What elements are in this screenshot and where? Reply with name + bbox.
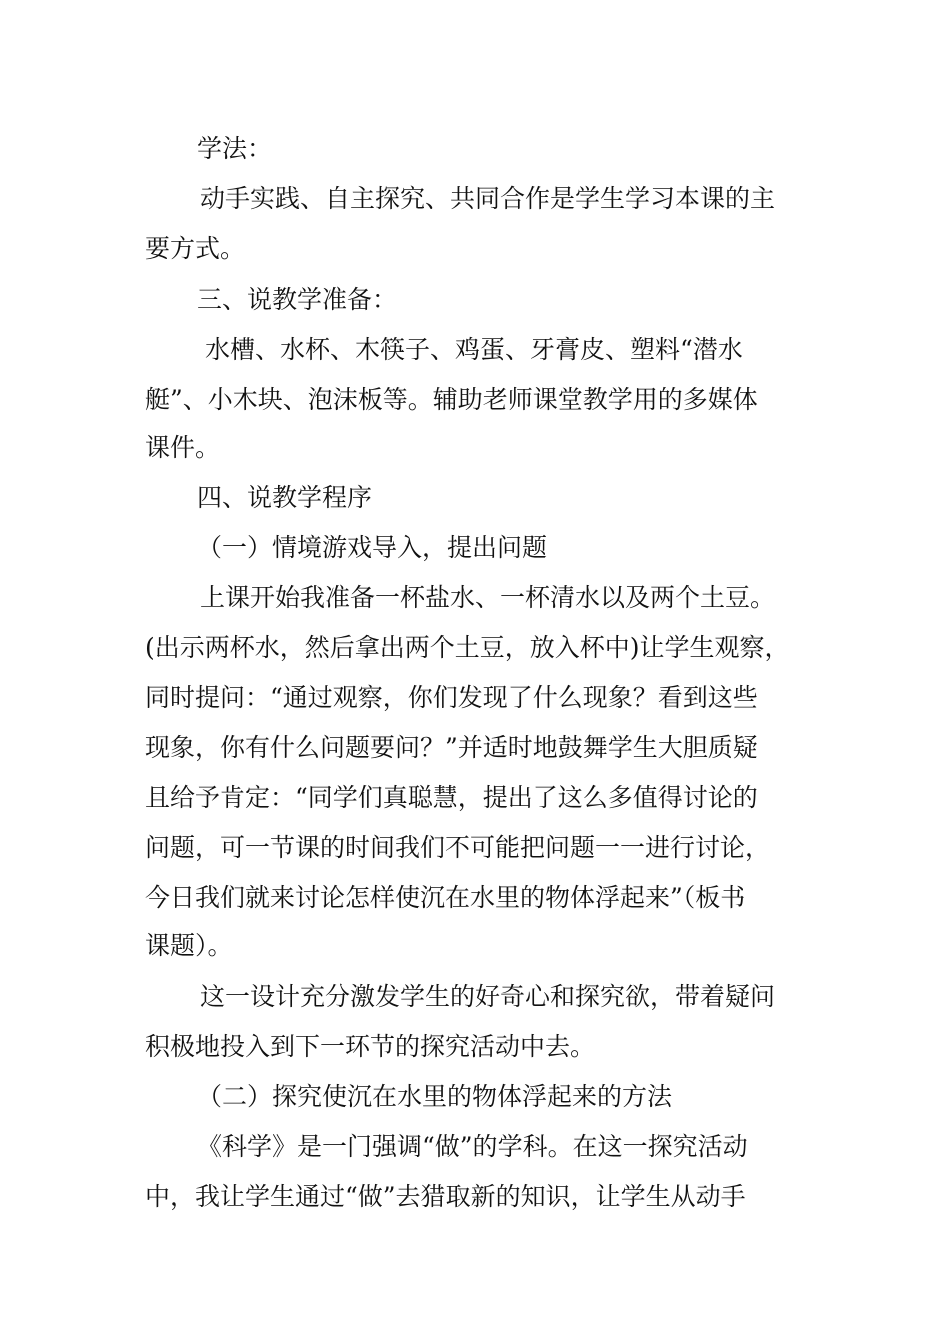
text-line: 水槽、水杯、木筷子、鸡蛋、牙膏皮、塑料“潜水 <box>205 335 743 364</box>
text-line: 问题，可一节课的时间我们不可能把问题一一进行讨论， <box>145 833 771 862</box>
text-line: 这一设计充分激发学生的好奇心和探究欲，带着疑问 <box>200 982 776 1011</box>
text-line: 同时提问：“通过观察，你们发现了什么现象？看到这些 <box>145 683 758 712</box>
text-line: 中，我让学生通过“做”去猎取新的知识，让学生从动手 <box>145 1182 746 1211</box>
text-line: 课题）。 <box>145 931 233 960</box>
text-line: 三、说教学准备： <box>197 285 398 314</box>
text-line: 且给予肯定：“同学们真聪慧，提出了这么多值得讨论的 <box>145 783 758 812</box>
text-line: 动手实践、自主探究、共同合作是学生学习本课的主 <box>200 184 776 213</box>
text-line: 学法： <box>197 134 273 163</box>
text-line: 要方式。 <box>145 234 246 263</box>
text-line: 课件。 <box>145 433 221 462</box>
text-line: 上课开始我准备一杯盐水、一杯清水以及两个土豆。 <box>200 583 776 612</box>
text-line: 今日我们就来讨论怎样使沉在水里的物体浮起来”（板书 <box>145 883 746 912</box>
text-line: 艇”、小木块、泡沫板等。辅助老师课堂教学用的多媒体 <box>145 385 758 414</box>
text-line: （二）探究使沉在水里的物体浮起来的方法 <box>197 1082 673 1111</box>
text-line: 四、说教学程序 <box>197 483 373 512</box>
text-line: （一）情境游戏导入，提出问题 <box>197 533 548 562</box>
text-line: 《科学》是一门强调“做”的学科。在这一探究活动 <box>197 1132 748 1161</box>
text-line: 积极地投入到下一环节的探究活动中去。 <box>145 1032 596 1061</box>
text-line: (出示两杯水，然后拿出两个土豆，放入杯中)让学生观察， <box>145 633 790 662</box>
text-line: 现象，你有什么问题要问？”并适时地鼓舞学生大胆质疑 <box>145 733 758 762</box>
